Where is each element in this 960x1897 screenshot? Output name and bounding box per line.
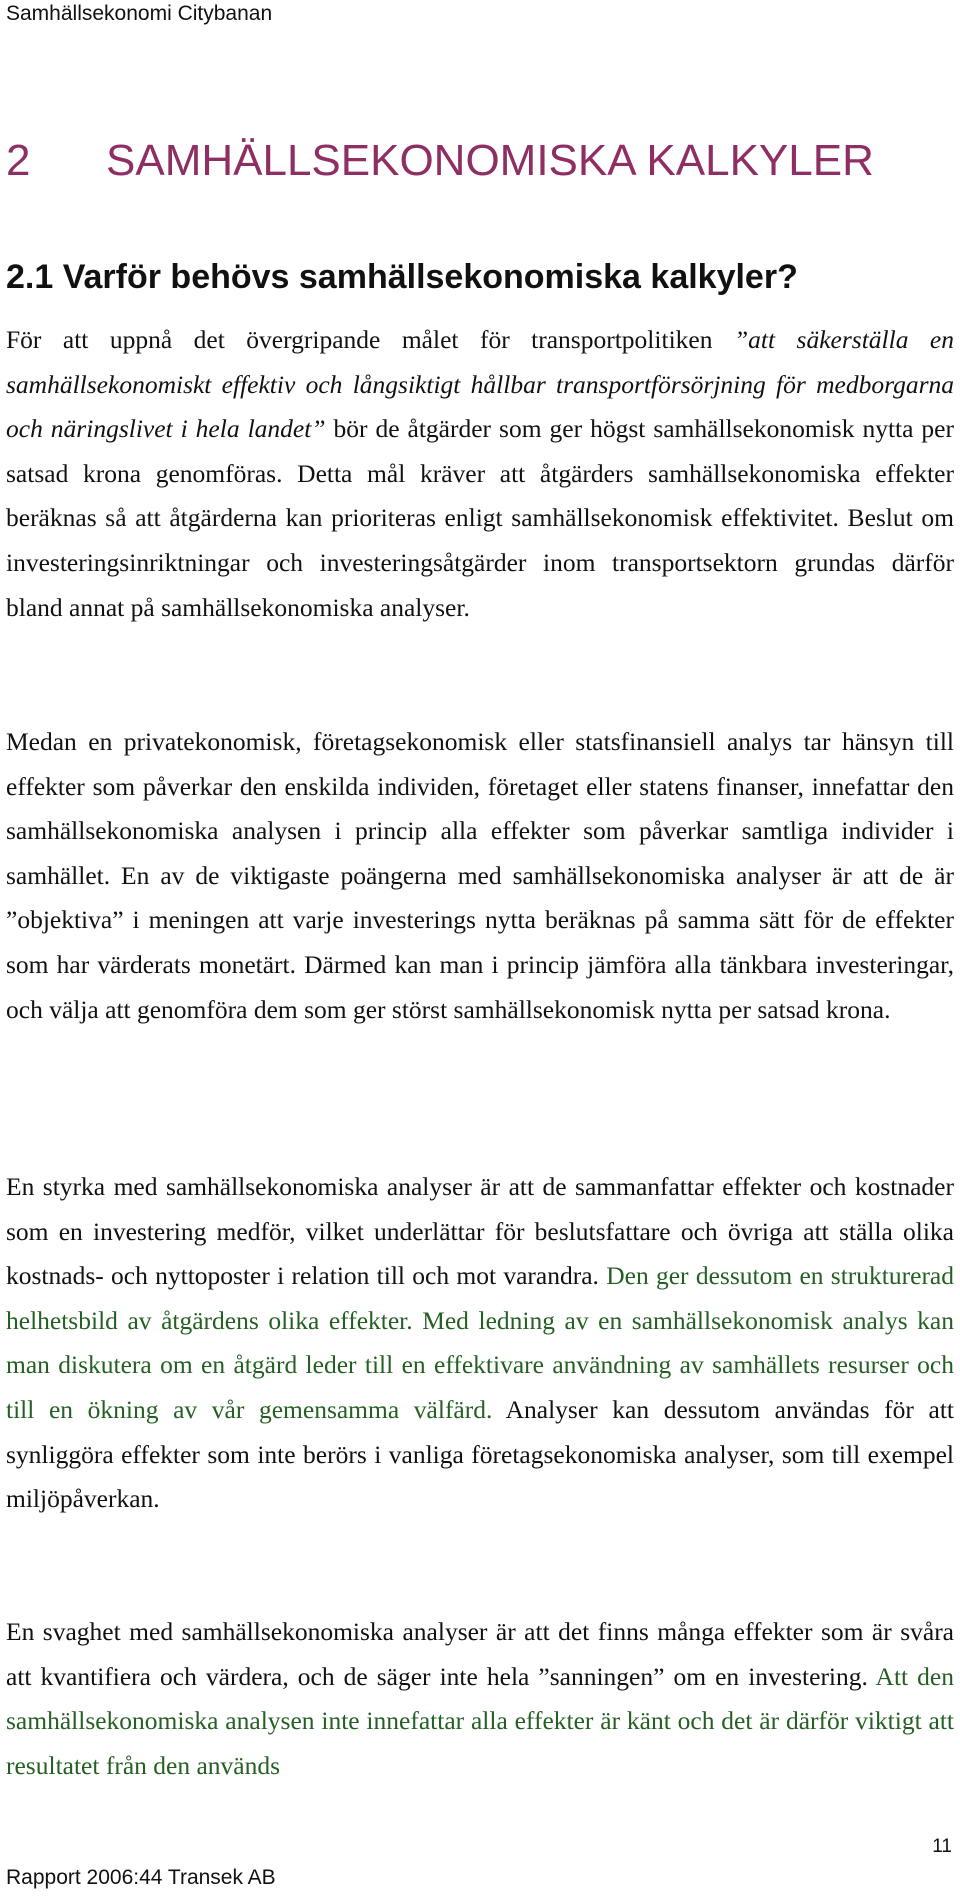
paragraph-1 (6, 318, 954, 630)
chapter-title: SAMHÄLLSEKONOMISKA KALKYLER (106, 136, 874, 185)
paragraph-3 (6, 1165, 954, 1522)
chapter-heading (6, 136, 874, 186)
paragraph-4 (6, 1610, 954, 1788)
chapter-number: 2 (6, 136, 31, 185)
paragraph-1-intro: För att uppnå det övergripande målet för transportpolitiken (6, 325, 734, 354)
paragraph-1-rest: bör de åtgärder som ger högst samhällsekonomisk nytta per satsad krona genomföras. Detta mål kräver att åtgärders samhällsekonomiska effekter beräknas så att åtgärderna kan prioriteras enligt samhällsekonomisk effektivitet. Beslut om investeringsinriktningar och investeringsåtgärder inom transportsektorn grundas därför bland annat på samhällsekonomiska analyser. (6, 414, 954, 622)
paragraph-3-rest: Analyser kan dessutom användas för att synliggöra effekter som inte berörs i vanliga företagsekonomiska analyser, som till exempel miljöpåverkan. (6, 1394, 954, 1514)
paragraph-3-highlight: Den ger dessutom en strukturerad helhetsbild av åtgärdens olika effekter. Med ledning av en samhällsekonomisk analys kan man diskutera om en åtgärd leder till en effektivare användning av samhällets resurser och till en ökning av vår gemensamma välfärd. (6, 1261, 955, 1424)
paragraph-4-highlight: Att den samhällsekonomiska analysen inte innefattar alla effekter är känt och det är därför viktigt att resultatet från den används (6, 1661, 954, 1780)
footer-report-label: Rapport 2006:44 Transek AB (6, 1866, 276, 1889)
paragraph-3-intro: En styrka med samhällsekonomiska analyser är att de sammanfattar effekter och kostnader som en investering medför, vilket underlättar för beslutsfattare och övriga att ställa olika kostnads- och nyttoposter i relation till och mot varandra. (6, 1172, 954, 1291)
paragraph-1-quote: ”att säkerställa en samhällsekonomiskt effektiv och långsiktigt hållbar transportförsörjning för medborgarna och näringslivet i hela landet” (6, 325, 954, 444)
paragraph-2: Medan en privatekonomisk, företagsekonomisk eller statsfinansiell analys tar hänsyn till effekter som påverkar den enskilda individen, företaget eller statens finanser, innefattar den samhällsekonomiska analysen i princip alla effekter som påverkar samtliga individer i samhället. En av de viktigaste poängerna med samhällsekonomiska analyser är att de är ”objektiva” i meningen att varje investerings nytta beräknas på samma sätt för de effekter som har värderats monetärt. Därmed kan man i princip jämföra alla tänkbara investeringar, och välja att genomföra dem som ger störst samhällsekonomisk nytta per satsad krona. (6, 727, 954, 1024)
paragraph-4-intro: En svaghet med samhällsekonomiska analyser är att det finns många effekter som är svåra att kvantifiera och värdera, och de säger inte hela ”sanningen” om en investering. (6, 1617, 954, 1691)
section-heading: 2.1 Varför behövs samhällsekonomiska kalkyler? (6, 258, 798, 296)
page-number: 11 (932, 1836, 952, 1857)
running-header: Samhällsekonomi Citybanan (6, 2, 273, 25)
